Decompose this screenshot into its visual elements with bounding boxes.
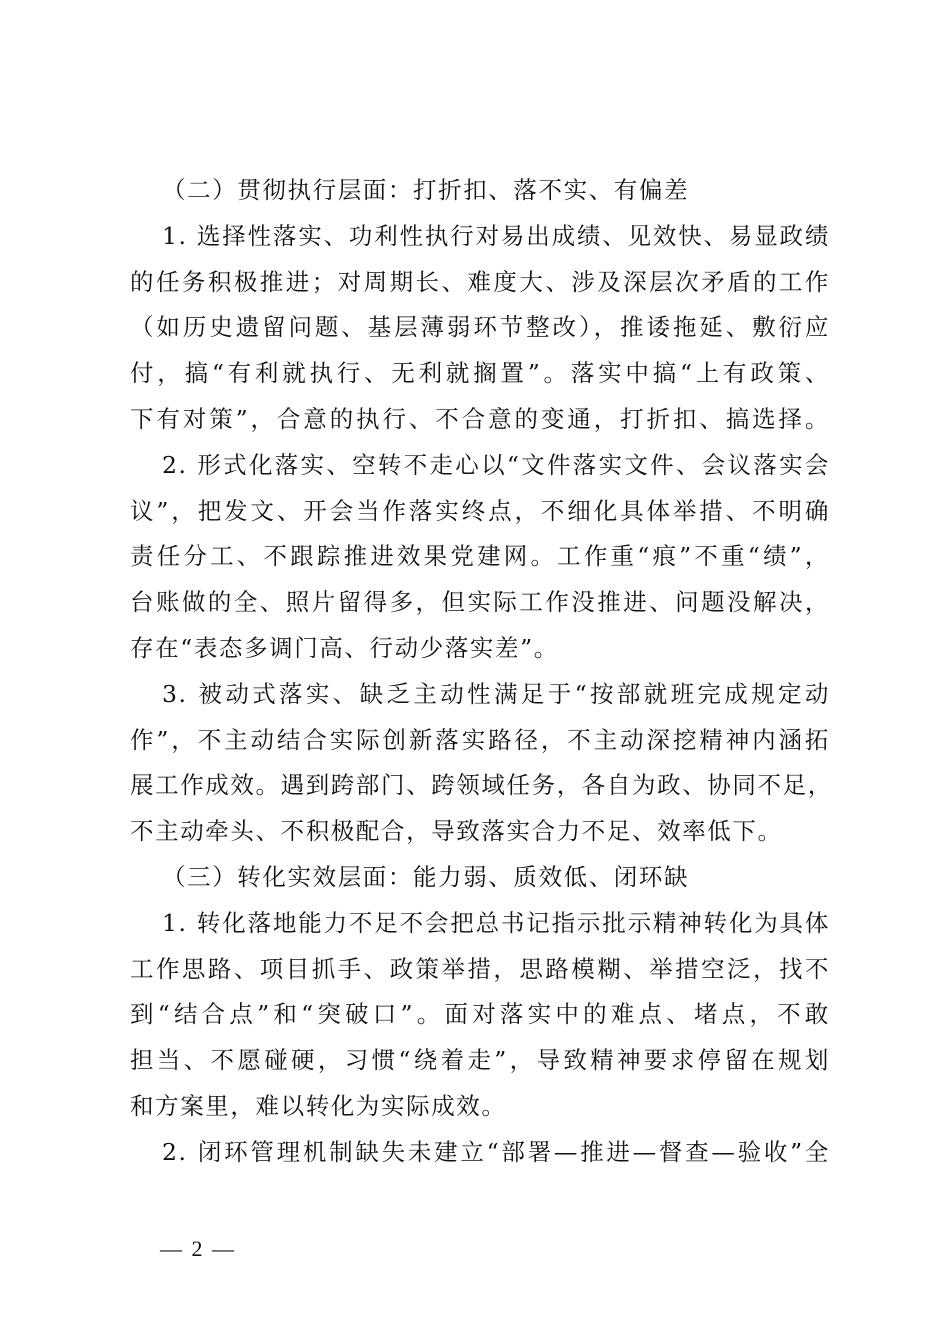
paragraph-line: 下有对策”，合意的执行、不合意的变通，打折扣、搞选择。 xyxy=(130,404,830,433)
paragraph-line: 展工作成效。遇到跨部门、跨领域任务，各自为政、协同不足， xyxy=(130,771,833,800)
paragraph-line: 2. 形式化落实、空转不走心以“文件落实文件、会议落实会 xyxy=(162,450,830,479)
paragraph-line: 责任分工、不跟踪推进效果党建网。工作重“痕”不重“绩”， xyxy=(130,542,830,571)
paragraph-line: 1. 转化落地能力不足不会把总书记指示批示精神转化为具体 xyxy=(162,908,830,937)
paragraph-line: 3. 被动式落实、缺乏主动性满足于“按部就班完成规定动 xyxy=(162,679,830,708)
paragraph-line: 存在“表态多调门高、行动少落实差”。 xyxy=(130,633,559,662)
paragraph-line: 付，搞“有利就执行、无利就搁置”。落实中搞“上有政策、 xyxy=(130,359,830,388)
paragraph-line: 担当、不愿碰硬，习惯“绕着走”，导致精神要求停留在规划 xyxy=(130,1046,830,1075)
document-body xyxy=(130,168,833,1176)
paragraph-line: 2. 闭环管理机制缺失未建立“部署—推进—督查—验收”全 xyxy=(162,1137,830,1166)
paragraph-line: 到“结合点”和“突破口”。面对落实中的难点、堵点，不敢 xyxy=(130,1000,830,1029)
paragraph-line: 不主动牵头、不积极配合，导致落实合力不足、效率低下。 xyxy=(130,817,783,846)
paragraph-line: 台账做的全、照片留得多，但实际工作没推进、问题没解决， xyxy=(130,588,830,617)
paragraph-line: 1. 选择性落实、功利性执行对易出成绩、见效快、易显政绩 xyxy=(162,221,830,250)
section-heading-2: （二）贯彻执行层面：打折扣、落不实、有偏差 xyxy=(162,176,690,204)
section-heading-3: （三）转化实效层面：能力弱、质效低、闭环缺 xyxy=(162,862,690,891)
paragraph-line: 的任务积极推进；对周期长、难度大、涉及深层次矛盾的工作 xyxy=(130,267,830,296)
paragraph-line: （如历史遗留问题、基层薄弱环节整改），推诿拖延、敷衍应 xyxy=(130,313,830,342)
paragraph-line: 工作思路、项目抓手、政策举措，思路模糊、举措空泛，找不 xyxy=(130,954,830,983)
paragraph-line: 议”，把发文、开会当作落实终点，不细化具体举措、不明确 xyxy=(130,496,830,525)
page-number: — 2 — xyxy=(160,1236,236,1261)
paragraph-line: 作”，不主动结合实际创新落实路径，不主动深挖精神内涵拓 xyxy=(130,725,830,754)
paragraph-line: 和方案里，难以转化为实际成效。 xyxy=(130,1091,507,1120)
